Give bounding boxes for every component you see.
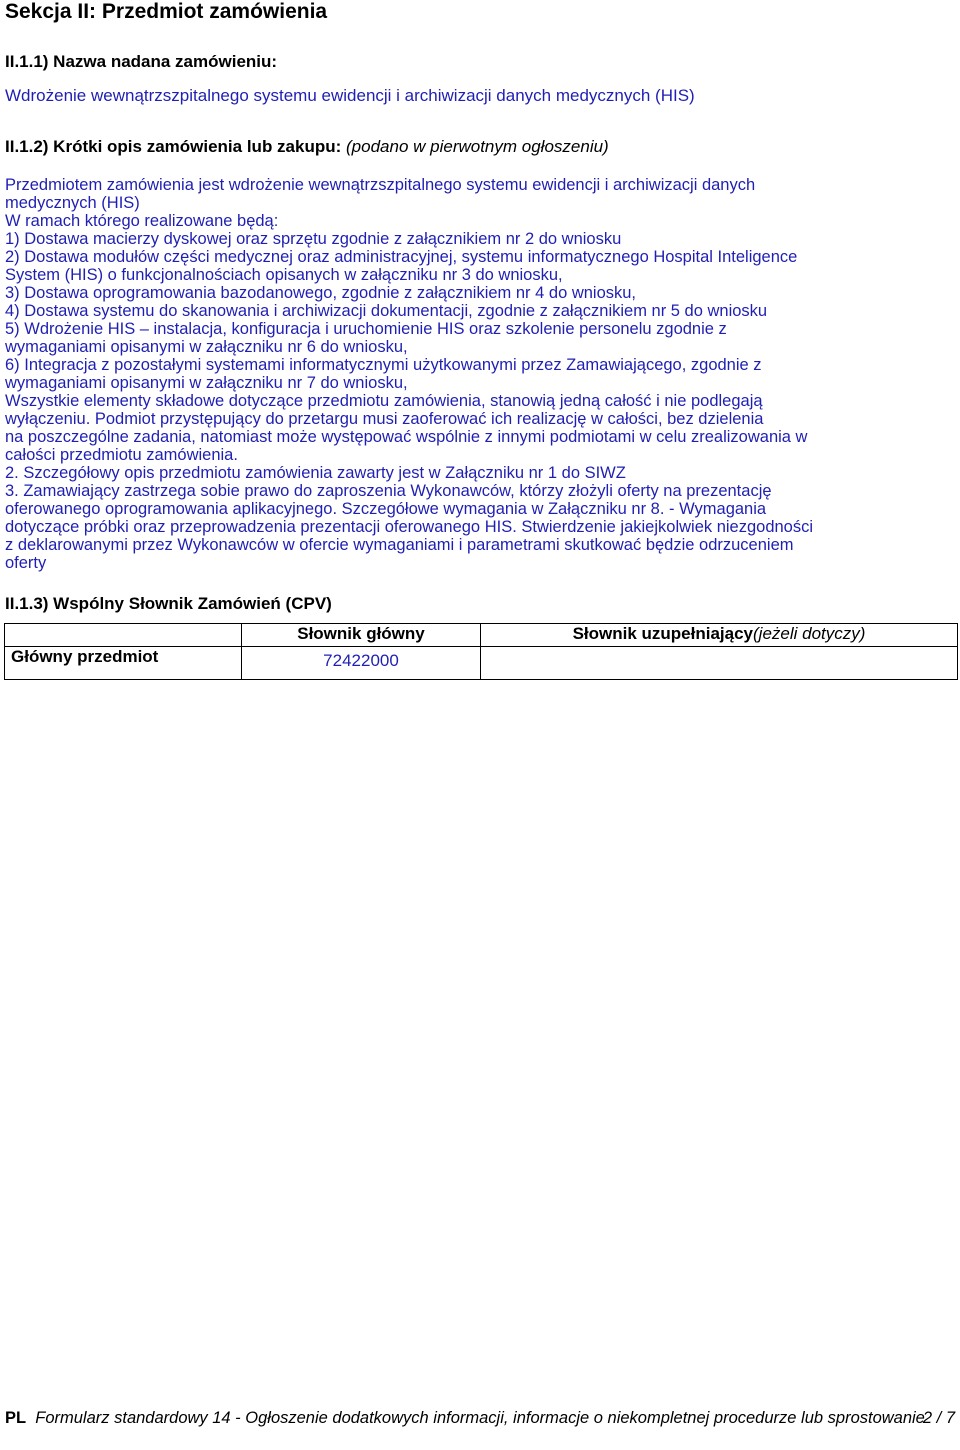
description-line: 5) Wdrożenie HIS – instalacja, konfiguracja i uruchomienie HIS oraz szkolenie personelu zgodnie z (5, 320, 727, 338)
cpv-supp-code (481, 647, 958, 680)
description-line: W ramach którego realizowane będą: (5, 212, 279, 230)
cpv-header-supp (481, 624, 958, 647)
cpv-header-empty (5, 624, 242, 647)
cpv-row-label: Główny przedmiot (5, 647, 242, 680)
cpv-header-supp-label: Słownik uzupełniający (572, 624, 753, 643)
description-line: 4) Dostawa systemu do skanowania i archiwizacji dokumentacji, zgodnie z załącznikiem nr 5 do wniosku (5, 302, 768, 320)
footer-page-number: 2 / 7 (922, 1409, 955, 1427)
cpv-row (5, 647, 958, 680)
description-line: 3. Zamawiający zastrzega sobie prawo do zaproszenia Wykonawców, którzy złożyli oferty na prezentację (5, 482, 772, 500)
cpv-table (4, 623, 958, 680)
description-line: oferty (5, 554, 47, 572)
cpv-heading: II.1.3) Wspólny Słownik Zamówień (CPV) (5, 594, 332, 613)
description-body (5, 176, 955, 572)
cpv-header-row (5, 624, 958, 647)
description-line: 6) Integracja z pozostałymi systemami informatycznymi użytkowanymi przez Zamawiającego, zgodnie z (5, 356, 762, 374)
description-line: dotyczące próbki oraz przeprowadzenia prezentacji oferowanego HIS. Stwierdzenie jakiejkolwiek niezgodności (5, 518, 814, 536)
description-line: całości przedmiotu zamówienia. (5, 446, 238, 464)
section-title: Sekcja II: Przedmiot zamówienia (5, 0, 328, 23)
description-heading-note: (podano w pierwotnym ogłoszeniu) (346, 137, 609, 156)
description-line: oferowanego oprogramowania aplikacyjnego. Szczegółowe wymagania w Załączniku nr 8. - Wymagania (5, 500, 767, 518)
footer (5, 1408, 955, 1428)
description-line: 1) Dostawa macierzy dyskowej oraz sprzętu zgodnie z załącznikiem nr 2 do wniosku (5, 230, 622, 248)
description-line: wymaganiami opisanymi w załączniku nr 6 do wniosku, (5, 338, 408, 356)
cpv-header-supp-note: (jeżeli dotyczy) (753, 624, 866, 643)
footer-lang: PL (5, 1409, 27, 1427)
description-line: Przedmiotem zamówienia jest wdrożenie wewnątrzszpitalnego systemu ewidencji i archiwizacji danych (5, 176, 756, 194)
footer-form-text: Formularz standardowy 14 - Ogłoszenie dodatkowych informacji, informacje o niekompletnej procedurze lub sprostowanie (35, 1409, 925, 1427)
description-line: wyłączeniu. Podmiot przystępujący do przetargu musi zaoferować ich realizację w całości, bez dzielenia (5, 410, 764, 428)
description-line: 3) Dostawa oprogramowania bazodanowego, zgodnie z załącznikiem nr 4 do wniosku, (5, 284, 637, 302)
description-line: Wszystkie elementy składowe dotyczące przedmiotu zamówienia, stanowią jedną całość i nie podlegają (5, 392, 763, 410)
cpv-header-main: Słownik główny (242, 624, 481, 647)
description-line: na poszczególne zadania, natomiast może występować wspólnie z innymi podmiotami w celu zrealizowania w (5, 428, 808, 446)
name-value: Wdrożenie wewnątrzszpitalnego systemu ewidencji i archiwizacji danych medycznych (HIS) (5, 86, 695, 105)
description-line: System (HIS) o funkcjonalnościach opisanych w załączniku nr 3 do wniosku, (5, 266, 563, 284)
description-line: medycznych (HIS) (5, 194, 140, 212)
description-line: 2. Szczegółowy opis przedmiotu zamówienia zawarty jest w Załączniku nr 1 do SIWZ (5, 464, 626, 482)
description-line: wymaganiami opisanymi w załączniku nr 7 do wniosku, (5, 374, 408, 392)
description-heading (5, 137, 609, 157)
description-line: z deklarowanymi przez Wykonawców w ofercie wymaganiami i parametrami skutkować będzie odrzuceniem (5, 536, 794, 554)
description-line: 2) Dostawa modułów części medycznej oraz administracyjnej, systemu informatycznego Hospital Inteligence (5, 248, 798, 266)
cpv-main-code: 72422000 (242, 647, 481, 680)
name-heading: II.1.1) Nazwa nadana zamówieniu: (5, 52, 278, 71)
description-heading-label: II.1.2) Krótki opis zamówienia lub zakupu: (5, 137, 342, 156)
